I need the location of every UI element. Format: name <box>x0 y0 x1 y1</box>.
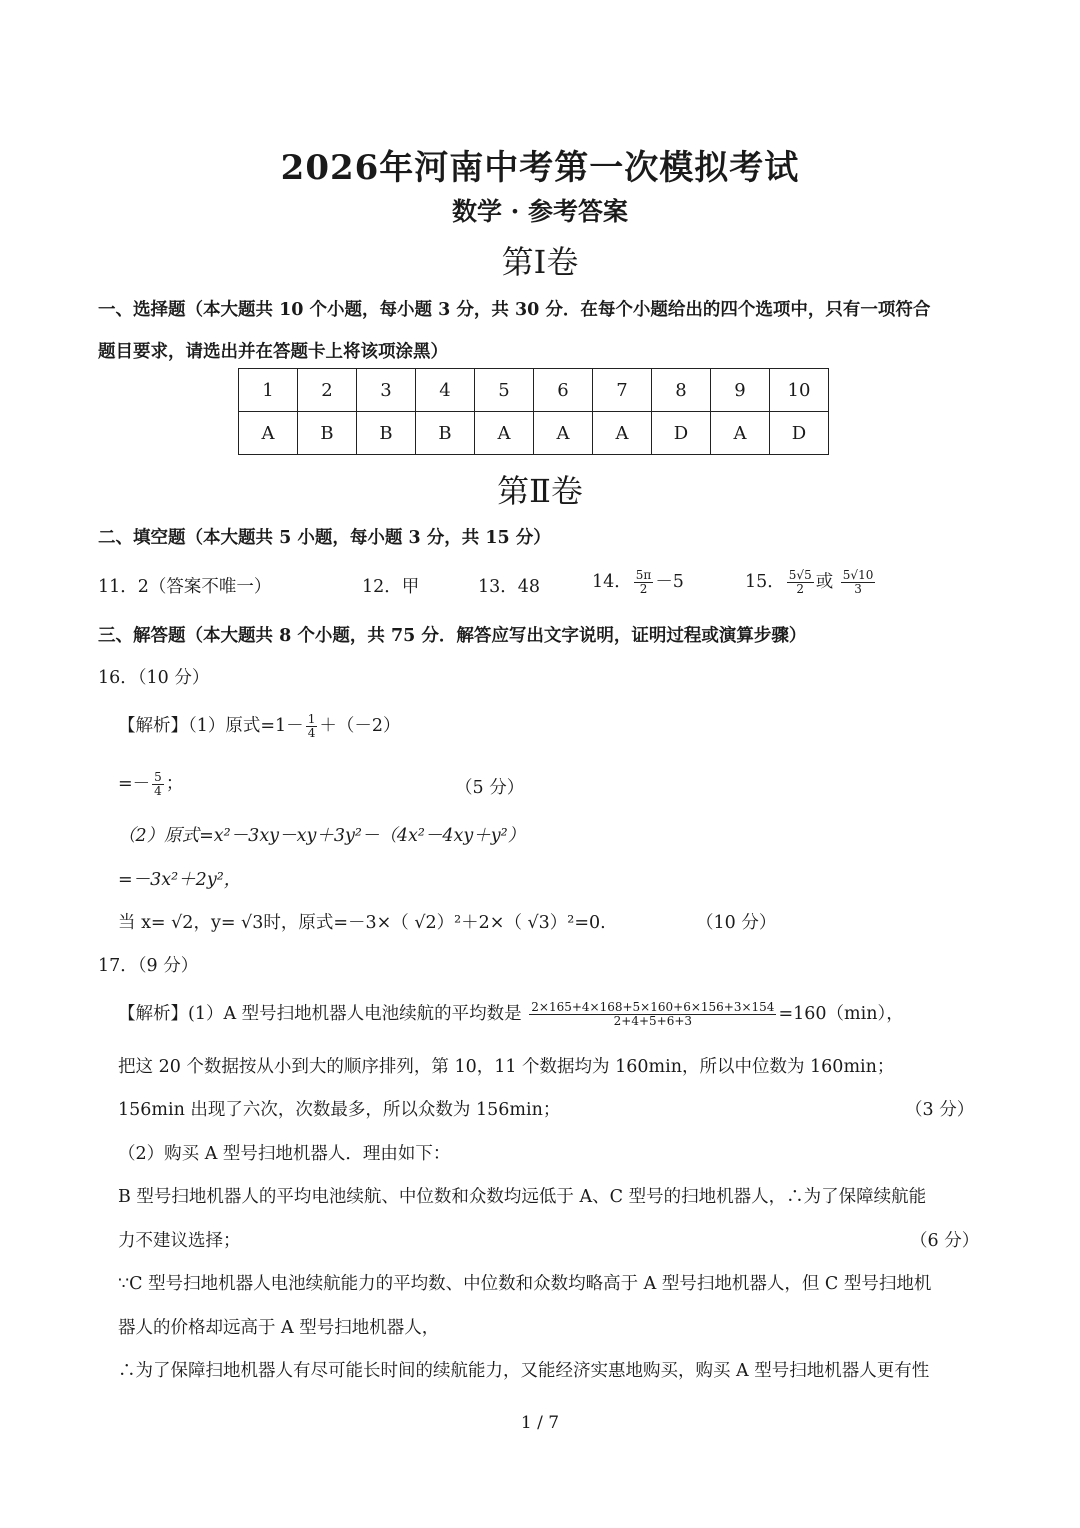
q17-line8: 器人的价格却远高于 A 型号扫地机器人， <box>118 1318 440 1338</box>
q17-line1 <box>118 1000 904 1028</box>
q16-line4: =－3x²＋2y²， <box>118 870 242 890</box>
q17-score-3: （3 分） <box>905 1100 975 1120</box>
answer-cell: B <box>298 412 357 455</box>
q17-line9: ∴为了保障扫地机器人有尽可能长时间的续航能力，又能经济实惠地购买，购买 A 型号扫地机器人更有性 <box>118 1361 930 1381</box>
answer-cell: B <box>357 412 416 455</box>
answer-14-fraction <box>634 569 654 596</box>
question-number: 6 <box>534 369 593 412</box>
answer-15-label: 15． <box>745 572 785 592</box>
answer-14-label: 14． <box>592 572 632 592</box>
fraction-numerator: 2×165+4×168+5×160+6×156+3×154 <box>531 1000 775 1014</box>
volume-one-heading: 第Ⅰ卷 <box>501 243 579 281</box>
q17-title: 17．（9 分） <box>98 956 199 976</box>
q16-line2-start: =－ <box>118 774 151 794</box>
fraction-denominator: 4 <box>154 784 162 798</box>
answer-cell: D <box>652 412 711 455</box>
fraction-numerator: 5√5 <box>788 568 812 582</box>
answer-14-tail: －5 <box>655 572 684 592</box>
question-number: 8 <box>652 369 711 412</box>
q17-line3: 156min 出现了六次，次数最多，所以众数为 156min； <box>118 1100 561 1120</box>
q16-line3: （2）原式=x²－3xy－xy＋3y²－（4x²－4xy＋y²） <box>118 826 526 846</box>
answer-cell: A <box>239 412 298 455</box>
section1-heading-line2: 题目要求，请选出并在答题卡上将该项涂黑） <box>98 342 448 362</box>
fraction-numerator: 5√10 <box>842 568 874 582</box>
answer-12: 12．甲 <box>362 577 420 597</box>
q17-line7: ∵C 型号扫地机器人电池续航能力的平均数、中位数和众数均略高于 A 型号扫地机器人，但 C 型号扫地机 <box>118 1274 932 1294</box>
q16-line1-start: 【解析】（1）原式=1－ <box>118 716 304 736</box>
answer-cell: B <box>416 412 475 455</box>
q16-score-5: （5 分） <box>455 778 525 798</box>
question-number: 10 <box>770 369 829 412</box>
answer-15-or: 或 <box>815 572 834 592</box>
question-number: 7 <box>593 369 652 412</box>
q16-score-10: （10 分） <box>696 913 777 933</box>
q16-line2-fraction <box>152 771 164 798</box>
q16-line1-end: ＋（－2） <box>319 716 401 736</box>
q17-line6: 力不建议选择； <box>118 1231 241 1251</box>
page-number: 1 / 7 <box>520 1413 560 1433</box>
page-title: 2026年河南中考第一次模拟考试 <box>280 148 800 188</box>
fraction-numerator: 5 <box>154 770 162 784</box>
fraction-denominator: 2+4+5+6+3 <box>613 1014 693 1028</box>
answer-14 <box>592 568 684 596</box>
q16-line2-end: ； <box>165 774 184 794</box>
fraction-numerator: 5π <box>635 568 652 582</box>
answer-13: 13．48 <box>478 577 541 597</box>
fraction-denominator: 2 <box>796 582 805 596</box>
answer-table <box>238 368 829 455</box>
fraction-denominator: 4 <box>307 726 316 740</box>
section3-heading: 三、解答题（本大题共 8 个小题，共 75 分．解答应写出文字说明，证明过程或演算步骤） <box>98 626 807 646</box>
q17-mean-fraction <box>529 1001 776 1028</box>
volume-two-heading: 第Ⅱ卷 <box>497 472 583 510</box>
fraction-denominator: 2 <box>639 582 648 596</box>
question-number: 3 <box>357 369 416 412</box>
section1-heading-line1: 一、选择题（本大题共 10 个小题，每小题 3 分，共 30 分．在每个小题给出的四个选项中，只有一项符合 <box>98 300 931 320</box>
question-number: 9 <box>711 369 770 412</box>
q17-line4: （2）购买 A 型号扫地机器人．理由如下： <box>118 1144 451 1164</box>
answer-cell: D <box>770 412 829 455</box>
answer-cell: A <box>534 412 593 455</box>
q17-line5: B 型号扫地机器人的平均电池续航、中位数和众数均远低于 A、C 型号的扫地机器人，∴为了保障续航能 <box>118 1187 927 1207</box>
answer-cell: A <box>593 412 652 455</box>
q17-line1-start: 【解析】(1）A 型号扫地机器人电池续航的平均数是 <box>118 1004 522 1024</box>
page-subtitle: 数学 · 参考答案 <box>451 197 629 226</box>
question-number: 2 <box>298 369 357 412</box>
answer-cell: A <box>475 412 534 455</box>
question-number: 5 <box>475 369 534 412</box>
answer-table-number-row <box>239 369 829 412</box>
q16-line2 <box>118 770 183 798</box>
fraction-denominator: 3 <box>854 582 862 596</box>
section2-heading: 二、填空题（本大题共 5 小题，每小题 3 分，共 15 分） <box>98 528 551 548</box>
answer-15-fraction-2 <box>841 569 876 596</box>
answer-15-fraction-1 <box>787 569 814 596</box>
answer-15 <box>745 568 877 596</box>
question-number: 1 <box>239 369 298 412</box>
q16-title: 16．（10 分） <box>98 668 210 688</box>
q17-line1-end: =160（min）， <box>778 1004 904 1024</box>
fraction-numerator: 1 <box>307 712 316 726</box>
answer-table-answer-row <box>239 412 829 455</box>
q16-line1-fraction <box>306 713 318 740</box>
answer-11: 11．2（答案不唯一） <box>98 577 272 597</box>
q16-line1 <box>118 712 400 740</box>
q17-score-6: （6 分） <box>910 1231 980 1251</box>
q17-line2: 把这 20 个数据按从小到大的顺序排列，第 10，11 个数据均为 160min，所以中位数为 160min； <box>118 1057 895 1077</box>
q16-line5: 当 x= √2，y= √3时，原式=－3×（ √2）²＋2×（ √3）²=0. <box>118 913 606 933</box>
answer-cell: A <box>711 412 770 455</box>
question-number: 4 <box>416 369 475 412</box>
